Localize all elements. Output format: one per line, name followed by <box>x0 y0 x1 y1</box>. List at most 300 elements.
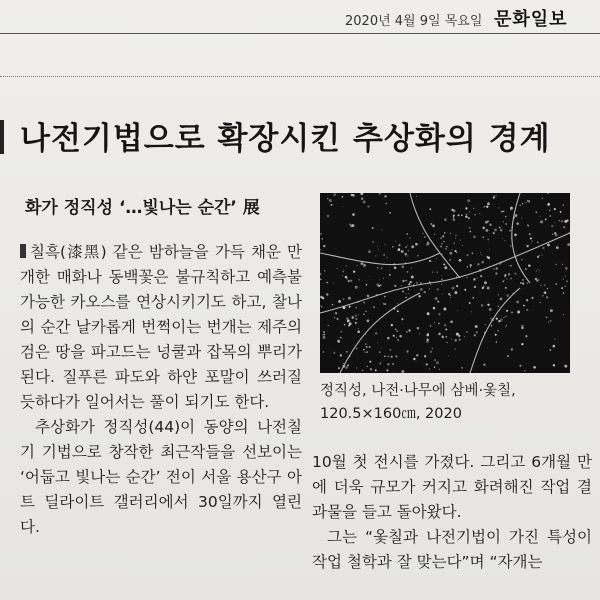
artwork-sparkle <box>498 306 499 307</box>
artwork-sparkle <box>406 350 408 352</box>
artwork-sparkle <box>540 216 541 217</box>
artwork-sparkle <box>540 302 541 303</box>
artwork-sparkle <box>434 366 436 368</box>
artwork-sparkle <box>405 246 407 248</box>
artwork-sparkle <box>451 339 452 340</box>
artwork-sparkle <box>452 287 455 290</box>
artwork-sparkle <box>554 232 556 234</box>
artwork-sparkle <box>346 265 347 266</box>
artwork-sparkle <box>396 330 398 332</box>
artwork-sparkle <box>496 317 498 319</box>
artwork-sparkle <box>431 261 432 262</box>
artwork-sparkle <box>535 278 538 281</box>
artwork-sparkle <box>505 223 507 225</box>
artwork-sparkle <box>453 214 455 216</box>
artwork-sparkle <box>322 351 324 353</box>
artwork-sparkle <box>521 259 523 261</box>
artwork-sparkle <box>529 233 531 235</box>
artwork-sparkle <box>549 210 550 211</box>
artwork-sparkle <box>551 225 553 227</box>
artwork-sparkle <box>458 335 460 337</box>
artwork-sparkle <box>366 284 368 286</box>
artwork-sparkle <box>455 235 456 236</box>
artwork-sparkle <box>536 280 538 282</box>
artwork-sparkle <box>457 214 459 216</box>
artwork-sparkle <box>387 257 388 258</box>
artwork-sparkle <box>384 296 386 298</box>
artwork-sparkle <box>486 206 488 208</box>
artwork-sparkle <box>542 198 543 199</box>
artwork-sparkle <box>324 270 325 271</box>
artwork-sparkle <box>465 207 467 209</box>
artwork-sparkle <box>430 223 432 225</box>
artwork-sparkle <box>402 280 404 282</box>
artwork-sparkle <box>499 227 501 229</box>
body-paragraph-1-text: 칠흑(漆黑) 같은 밤하늘을 가득 채운 만개한 매화나 동백꽃은 불규칙하고 예측불가능한 카오스를 연상시키기도 하고, 찰나의 순간 날카롭게 번쩍이는 번개는 제주의 검은 땅을 파고드는 넝쿨과 잡목의 뿌리가 된다. 질푸른 파도와 하얀 포말이 쓰러질듯하다가 일어서는 풀이 되기도 한다. <box>20 243 302 411</box>
artwork-sparkle <box>394 266 397 269</box>
artwork-sparkle <box>456 285 458 287</box>
artwork-sparkle <box>321 238 323 240</box>
artwork-sparkle <box>461 214 463 216</box>
artwork-sparkle <box>426 363 428 365</box>
artwork-sparkle <box>355 315 357 317</box>
artwork-sparkle <box>540 220 543 223</box>
artwork-sparkle <box>440 246 442 248</box>
artwork-sparkle <box>503 211 504 212</box>
artwork-sparkle <box>367 205 369 207</box>
artwork-sparkle <box>480 275 482 277</box>
artwork-sparkle <box>539 270 540 271</box>
artwork-sparkle <box>505 287 507 289</box>
artwork-sparkle <box>344 324 345 325</box>
artwork-sparkle <box>328 325 329 326</box>
artwork-sparkle <box>358 314 359 315</box>
artwork-sparkle <box>451 209 453 211</box>
artwork-sparkle <box>448 293 450 295</box>
artwork-image <box>320 193 570 373</box>
artwork-sparkle <box>482 287 485 290</box>
artwork-sparkle <box>482 227 485 230</box>
artwork-sparkle <box>532 297 534 299</box>
artwork-sparkle <box>326 293 328 295</box>
artwork-sparkle <box>368 250 371 253</box>
artwork-sparkle <box>383 254 385 256</box>
artwork-sparkle <box>363 201 366 204</box>
artwork-sparkle <box>342 275 343 276</box>
artwork-sparkle <box>506 325 507 326</box>
artwork-sparkle <box>383 278 384 279</box>
artwork-sparkle <box>352 213 355 216</box>
artwork-sparkle <box>565 276 566 277</box>
artwork-sparkle <box>517 311 520 314</box>
artwork-sparkle <box>556 264 557 265</box>
artwork-sparkle <box>449 269 450 270</box>
artwork-sparkle <box>442 235 444 237</box>
artwork-sparkle <box>501 211 503 213</box>
lead-marker <box>20 244 26 258</box>
artwork-sparkle <box>565 267 568 270</box>
artwork-sparkle <box>504 274 506 276</box>
artwork-sparkle <box>424 291 426 293</box>
artwork-sparkle <box>535 211 537 213</box>
artwork-sparkle <box>485 221 488 224</box>
artwork-sparkle <box>375 369 377 371</box>
artwork-sparkle <box>464 336 465 337</box>
artwork-sparkle <box>453 218 456 221</box>
artwork-sparkle <box>526 245 528 247</box>
artwork-sparkle <box>469 231 471 233</box>
artwork-sparkle <box>346 351 348 353</box>
artwork-sparkle <box>334 317 335 318</box>
artwork-sparkle <box>375 255 376 256</box>
article-headline: 나전기법으로 확장시킨 추상화의 경계 <box>20 121 551 157</box>
artwork-sparkle <box>346 278 348 280</box>
artwork-sparkle <box>384 355 386 357</box>
artwork-sparkle <box>356 347 358 349</box>
artwork-sparkle <box>509 230 511 232</box>
artwork-sparkle <box>466 277 467 278</box>
artwork-sparkle <box>466 331 467 332</box>
artwork-sparkle <box>335 312 337 314</box>
artwork-sparkle <box>351 194 353 196</box>
artwork-sparkle <box>445 336 447 338</box>
artwork-sparkle <box>384 195 386 197</box>
artwork-sparkle <box>405 280 406 281</box>
artwork-sparkle <box>533 366 536 369</box>
photo-caption: 정직성, 나전·나무에 삼베·옻칠, 120.5×160㎝, 2020 <box>320 383 516 422</box>
artwork-sparkle <box>477 263 480 266</box>
artwork-sparkle <box>433 307 436 310</box>
artwork-sparkle <box>474 214 475 215</box>
artwork-sparkle <box>553 364 555 366</box>
artwork-sparkle <box>426 339 428 341</box>
artwork-sparkle <box>505 315 507 317</box>
artwork-sparkle <box>385 303 387 305</box>
artwork-sparkle <box>505 326 506 327</box>
artwork-sparkle <box>322 297 325 300</box>
artwork-sparkle <box>439 369 440 370</box>
artwork-sparkle <box>399 335 402 338</box>
artwork-sparkle <box>361 262 364 265</box>
artwork-sparkle <box>519 365 521 367</box>
artwork-sparkle <box>441 275 442 276</box>
artwork-sparkle <box>443 308 446 311</box>
artwork-sparkle <box>444 232 445 233</box>
artwork-sparkle <box>358 328 359 329</box>
artwork-sparkle <box>347 364 349 366</box>
artwork-sparkle <box>493 268 495 270</box>
artwork-sparkle <box>549 215 551 217</box>
artwork-sparkle <box>395 355 397 357</box>
artwork-sparkle <box>556 246 559 249</box>
artwork-sparkle <box>498 208 499 209</box>
artwork-sparkle <box>502 238 503 239</box>
artwork-sparkle <box>418 295 420 297</box>
artwork-sparkle <box>467 254 469 256</box>
artwork-sparkle <box>467 266 468 267</box>
artwork-sparkle <box>450 320 453 323</box>
artwork-sparkle <box>427 312 430 315</box>
artwork-sparkle <box>395 241 396 242</box>
artwork-sparkle <box>350 224 353 227</box>
body-paragraph-1 <box>20 240 302 415</box>
artwork-sparkle <box>561 220 563 222</box>
artwork-sparkle <box>366 319 369 322</box>
artwork-sparkle <box>381 229 382 230</box>
artwork-sparkle <box>500 229 502 231</box>
artwork-sparkle <box>448 355 449 356</box>
artwork-sparkle <box>506 294 509 297</box>
article-body-left <box>20 240 302 540</box>
artwork-sparkle <box>470 267 471 268</box>
artwork-sparkle <box>510 209 511 210</box>
artwork-sparkle <box>345 276 348 279</box>
artwork-sparkle <box>519 204 521 206</box>
artwork-sparkle <box>432 225 435 228</box>
artwork-sparkle <box>536 270 538 272</box>
artwork-sparkle <box>521 218 522 219</box>
artwork-sparkle <box>472 253 473 254</box>
artwork-sparkle <box>554 208 556 210</box>
artwork-sparkle <box>434 322 435 323</box>
artwork-sparkle <box>481 254 482 255</box>
artwork-sparkle <box>392 246 394 248</box>
artwork-sparkle <box>524 370 526 372</box>
artwork-sparkle <box>511 311 513 313</box>
artwork-sparkle <box>349 322 352 325</box>
artwork-sparkle <box>327 198 328 199</box>
artwork-sparkle <box>416 196 417 197</box>
artwork-sparkle <box>495 334 497 336</box>
artwork-sparkle <box>358 279 359 280</box>
artwork-sparkle <box>528 225 529 226</box>
artwork-sparkle <box>496 267 499 270</box>
artwork-sparkle <box>449 252 452 255</box>
artwork-sparkle <box>443 263 445 265</box>
masthead-brand: 문화일보 <box>494 9 568 30</box>
artwork-sparkle <box>489 249 490 250</box>
artwork-sparkle <box>473 278 475 280</box>
artwork-sparkle <box>379 279 380 280</box>
artwork-sparkle <box>326 282 328 284</box>
artwork-sparkle <box>441 279 442 280</box>
artwork-sparkle <box>441 243 442 244</box>
artwork-sparkle <box>482 236 484 238</box>
artwork-sparkle <box>430 284 431 285</box>
artwork-sparkle <box>454 250 456 252</box>
artwork-sparkle <box>411 268 412 269</box>
artwork-sparkle <box>342 196 344 198</box>
artwork-sparkle <box>558 220 559 221</box>
artwork-sparkle <box>526 299 528 301</box>
artwork-sparkle <box>407 233 409 235</box>
artwork-sparkle <box>563 314 564 315</box>
artwork-sparkle <box>564 220 567 223</box>
artwork-sparkle <box>322 334 323 335</box>
artwork-sparkle <box>323 331 325 333</box>
artwork-sparkle <box>373 306 374 307</box>
artwork-sparkle <box>405 255 406 256</box>
artwork-sparkle <box>356 318 358 320</box>
article-body-right <box>312 450 592 575</box>
artwork-sparkle <box>441 284 442 285</box>
artwork-sparkle <box>434 234 435 235</box>
artwork-sparkle <box>410 281 412 283</box>
artwork-sparkle <box>537 241 539 243</box>
artwork-sparkle <box>337 268 338 269</box>
body-right-paragraph-2: 그는 “옻칠과 나전기법이 가진 특성이 작업 철학과 잘 맞는다”며 “자개는 <box>312 528 592 571</box>
artwork-sparkle <box>349 306 351 308</box>
artwork-sparkle <box>450 295 451 296</box>
artwork-sparkle <box>564 365 567 368</box>
artwork-sparkle <box>485 229 488 232</box>
artwork-sparkle <box>397 303 398 304</box>
artwork-sparkle <box>392 363 394 365</box>
artwork-sparkle <box>405 253 407 255</box>
artwork-sparkle <box>496 342 497 343</box>
artwork-sparkle <box>474 334 476 336</box>
artwork-sparkle <box>391 356 393 358</box>
artwork-sparkle <box>544 284 546 286</box>
artwork-sparkle <box>455 237 456 238</box>
artwork-sparkle <box>510 245 512 247</box>
artwork-sparkle <box>514 273 516 275</box>
artwork-sparkle <box>333 283 334 284</box>
dotted-divider <box>0 76 600 77</box>
artwork-sparkle <box>480 252 481 253</box>
artwork-sparkle <box>438 313 440 315</box>
artwork-sparkle <box>498 330 499 331</box>
artwork-sparkle <box>327 215 330 218</box>
artwork-sparkle <box>544 240 545 241</box>
artwork-sparkle <box>340 331 342 333</box>
artwork-sparkle <box>544 291 547 294</box>
artwork-sparkle <box>432 348 434 350</box>
artwork-sparkle <box>460 240 461 241</box>
artwork-sparkle <box>516 222 519 225</box>
artwork-sparkle <box>429 288 430 289</box>
artwork-sparkle <box>408 250 409 251</box>
artwork-sparkle <box>323 334 325 336</box>
artwork-sparkle <box>449 259 451 261</box>
artwork-sparkle <box>332 304 333 305</box>
artwork-sparkle <box>552 233 553 234</box>
artwork-sparkle <box>546 317 548 319</box>
artwork-sparkle <box>553 345 556 348</box>
artwork-sparkle <box>504 276 505 277</box>
artwork-sparkle <box>436 258 437 259</box>
artwork-sparkle <box>375 332 377 334</box>
artwork-sparkle <box>366 366 367 367</box>
artwork-sparkle <box>505 240 506 241</box>
artwork-sparkle <box>483 206 485 208</box>
artwork-sparkle <box>338 300 341 303</box>
artwork-sparkle <box>387 337 390 340</box>
artwork-sparkle <box>333 193 336 196</box>
artwork-sparkle <box>521 325 524 328</box>
artwork-sparkle <box>469 302 471 304</box>
artwork-sparkle <box>353 271 355 273</box>
artwork-sparkle <box>483 363 485 365</box>
artwork-sparkle <box>405 297 407 299</box>
artwork-sparkle <box>430 325 431 326</box>
artwork-sparkle <box>489 223 491 225</box>
artwork-sparkle <box>401 370 404 373</box>
article-subhead: 화가 정직성 ‘…빛나는 순간’ 展 <box>25 198 260 218</box>
artwork-sparkle <box>485 281 486 282</box>
artwork-sparkle <box>527 283 528 284</box>
artwork-sparkle <box>545 219 547 221</box>
artwork-sparkle <box>493 197 495 199</box>
artwork-sparkle <box>480 292 481 293</box>
artwork-sparkle <box>510 278 512 280</box>
artwork-sparkle <box>424 236 426 238</box>
artwork-sparkle <box>333 352 335 354</box>
artwork-sparkle <box>459 259 462 262</box>
artwork-sparkle <box>407 245 408 246</box>
artwork-sparkle <box>377 267 378 268</box>
artwork-sparkle <box>389 349 391 351</box>
artwork-sparkle <box>357 265 358 266</box>
artwork-sparkle <box>436 361 439 364</box>
artwork-sparkle <box>338 367 340 369</box>
artwork-sparkle <box>555 283 557 285</box>
artwork-sparkle <box>522 203 523 204</box>
artwork-sparkle <box>451 249 452 250</box>
artwork-sparkle <box>487 239 489 241</box>
artwork-sparkle <box>369 361 371 363</box>
artwork-sparkle <box>564 285 566 287</box>
artwork-sparkle <box>525 335 528 338</box>
artwork-sparkle <box>401 318 403 320</box>
artwork-sparkle <box>389 274 391 276</box>
artwork-sparkle <box>416 354 418 356</box>
artwork-sparkle <box>343 298 345 300</box>
artwork-sparkle <box>393 335 395 337</box>
artwork-sparkle <box>396 337 397 338</box>
artwork-sparkle <box>563 292 564 293</box>
artwork-sparkle <box>538 269 539 270</box>
artwork-sparkle <box>473 208 475 210</box>
artwork-sparkle <box>487 202 490 205</box>
artwork-sparkle <box>397 339 399 341</box>
artwork-sparkle <box>514 234 517 237</box>
artwork-sparkle <box>435 297 438 300</box>
artwork-sparkle <box>422 233 424 235</box>
artwork-sparkle <box>561 287 563 289</box>
artwork-sparkle <box>466 214 467 215</box>
artwork-sparkle <box>408 288 410 290</box>
artwork-sparkle <box>549 349 551 351</box>
artwork-sparkle <box>405 294 406 295</box>
artwork-sparkle <box>467 199 470 202</box>
artwork-sparkle <box>547 244 550 247</box>
artwork-sparkle <box>525 268 527 270</box>
artwork-sparkle <box>453 216 454 217</box>
artwork-sparkle <box>464 289 466 291</box>
artwork-sparkle <box>487 304 489 306</box>
masthead-date: 2020년 4월 9일 목요일 <box>345 14 483 29</box>
artwork-sparkle <box>337 340 340 343</box>
artwork-sparkle <box>542 247 544 249</box>
artwork-sparkle <box>462 245 463 246</box>
artwork-sparkle <box>379 363 380 364</box>
artwork-sparkle <box>429 260 431 262</box>
artwork-sparkle <box>378 249 379 250</box>
artwork-sparkle <box>498 294 499 295</box>
artwork-sparkle <box>408 293 409 294</box>
artwork-sparkle <box>434 359 436 361</box>
